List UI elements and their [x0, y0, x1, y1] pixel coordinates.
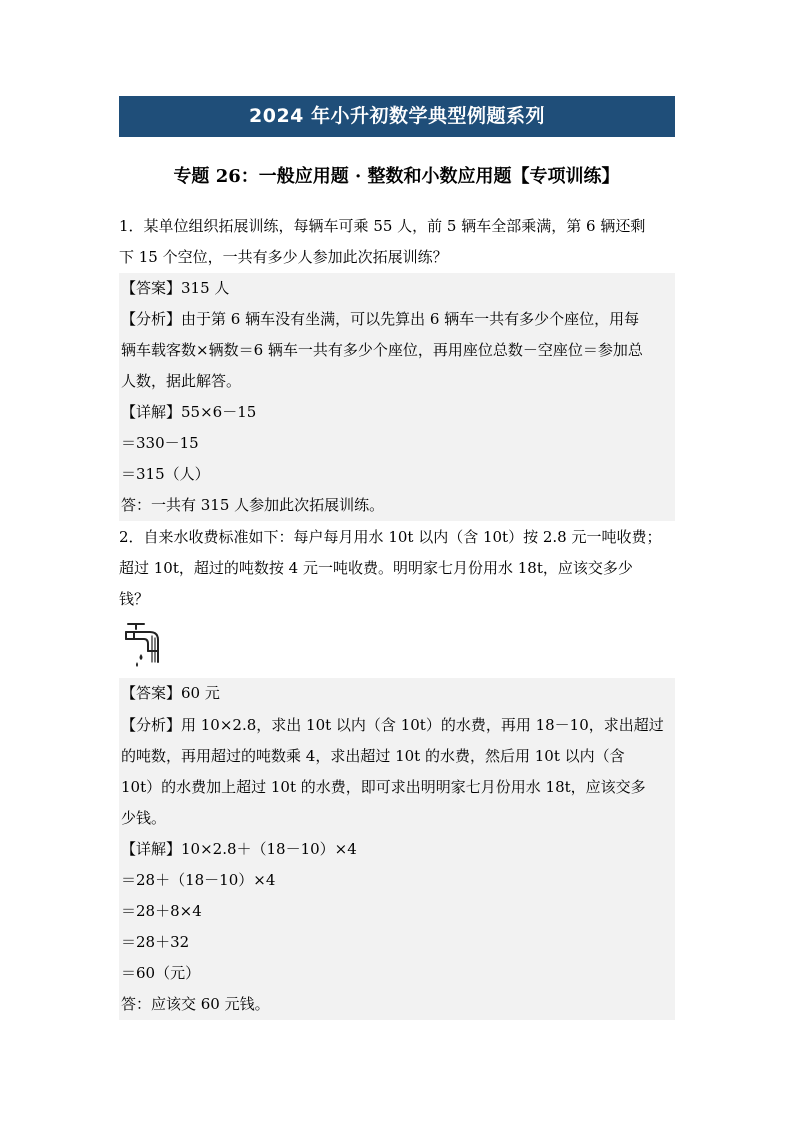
answer-1: 【答案】315 人 [121, 279, 230, 297]
water-faucet-icon [122, 618, 164, 670]
question-1 [119, 211, 675, 273]
question-1-line: 下 15 个空位，一共有多少人参加此次拓展训练？ [119, 248, 448, 266]
analysis-2-line: 10t）的水费加上超过 10t 的水费，即可求出明明家七月份用水 18t，应该交多 [121, 778, 646, 796]
answer-2: 【答案】60 元 [121, 684, 220, 702]
detail-2-line: ＝28＋8×4 [121, 902, 202, 920]
question-2 [119, 522, 675, 615]
question-2-line: 超过 10t，超过的吨数按 4 元一吨收费。明明家七月份用水 18t，应该交多少 [119, 559, 633, 577]
question-2-line: 2．自来水收费标准如下：每户每月用水 10t 以内（含 10t）按 2.8 元一吨收费； [119, 528, 662, 546]
question-1-line: 1．某单位组织拓展训练，每辆车可乘 55 人，前 5 辆车全部乘满，第 6 辆还剩 [119, 217, 646, 235]
conclusion-1: 答：一共有 315 人参加此次拓展训练。 [121, 496, 385, 514]
analysis-1-line: 辆车载客数×辆数＝6 辆车一共有多少个座位，再用座位总数－空座位＝参加总 [121, 341, 643, 359]
question-2-line: 钱？ [119, 590, 150, 608]
topic-title: 专题 26：一般应用题 · 整数和小数应用题【专项训练】 [173, 166, 620, 187]
analysis-2-line: 的吨数，再用超过的吨数乘 4，求出超过 10t 的水费，然后用 10t 以内（含 [121, 747, 625, 765]
detail-2-line: ＝28＋32 [121, 933, 190, 951]
detail-2-line: 【详解】10×2.8＋（18－10）×4 [121, 840, 357, 858]
series-title-banner: 2024 年小升初数学典型例题系列 [119, 96, 675, 137]
conclusion-2: 答：应该交 60 元钱。 [121, 995, 270, 1013]
detail-2-line: ＝60（元） [121, 964, 201, 982]
detail-1-line: ＝315（人） [121, 465, 210, 483]
analysis-2-line: 【分析】用 10×2.8，求出 10t 以内（含 10t）的水费，再用 18－10，求出超过 [121, 716, 664, 734]
detail-1-line: ＝330－15 [121, 434, 199, 452]
analysis-1-line: 【分析】由于第 6 辆车没有坐满，可以先算出 6 辆车一共有多少个座位，用每 [121, 310, 640, 328]
analysis-2-line: 少钱。 [121, 809, 167, 827]
analysis-1-line: 人数，据此解答。 [121, 372, 242, 390]
detail-2-line: ＝28＋（18－10）×4 [121, 871, 276, 889]
detail-1-line: 【详解】55×6－15 [121, 403, 257, 421]
